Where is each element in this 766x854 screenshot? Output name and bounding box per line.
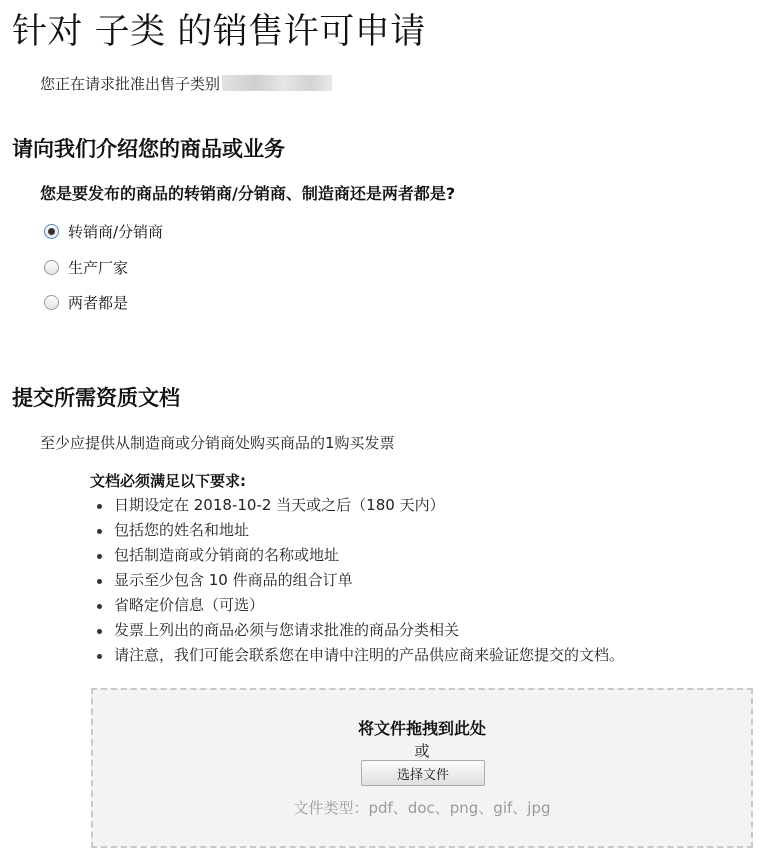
requirements-list: [97, 493, 624, 668]
redacted-category: [222, 75, 332, 91]
radio-option-reseller[interactable]: [44, 221, 163, 242]
docs-intro-text: 至少应提供从制造商或分销商处购买商品的1购买发票: [40, 434, 395, 452]
requirement-item: 省略定价信息（可选）: [97, 593, 624, 618]
radio-label: 生产厂家: [68, 259, 129, 277]
radio-button[interactable]: [44, 224, 59, 239]
requirements-title: 文档必须满足以下要求:: [90, 472, 246, 490]
docs-section-heading: 提交所需资质文档: [12, 386, 180, 410]
requirement-item: 发票上列出的商品必须与您请求批准的商品分类相关: [97, 618, 624, 643]
page-title: 针对 子类 的销售许可申请: [12, 12, 426, 52]
file-drop-zone[interactable]: [91, 688, 753, 848]
seller-type-question: 您是要发布的商品的转销商/分销商、制造商还是两者都是?: [40, 184, 456, 203]
radio-option-manufacturer[interactable]: [44, 257, 128, 278]
radio-option-both[interactable]: [44, 292, 128, 313]
intro-text: [40, 73, 332, 94]
or-label: 或: [414, 742, 430, 760]
intro-label: 您正在请求批准出售子类别: [40, 75, 221, 93]
radio-label: 转销商/分销商: [68, 223, 164, 241]
requirement-item: 日期设定在 2018-10-2 当天或之后（180 天内）: [97, 493, 624, 518]
radio-button[interactable]: [44, 295, 59, 310]
radio-label: 两者都是: [68, 294, 129, 312]
business-section-heading: 请向我们介绍您的商品或业务: [12, 137, 285, 161]
requirement-item: 请注意，我们可能会联系您在申请中注明的产品供应商来验证您提交的文档。: [97, 643, 624, 668]
drop-label: 将文件拖拽到此处: [357, 719, 486, 738]
requirement-item: 包括制造商或分销商的名称或地址: [97, 543, 624, 568]
choose-file-button[interactable]: 选择文件: [361, 760, 485, 786]
requirement-item: 包括您的姓名和地址: [97, 518, 624, 543]
file-types-text: 文件类型：pdf、doc、png、gif、jpg: [293, 799, 551, 817]
radio-button[interactable]: [44, 260, 59, 275]
requirement-item: 显示至少包含 10 件商品的组合订单: [97, 568, 624, 593]
